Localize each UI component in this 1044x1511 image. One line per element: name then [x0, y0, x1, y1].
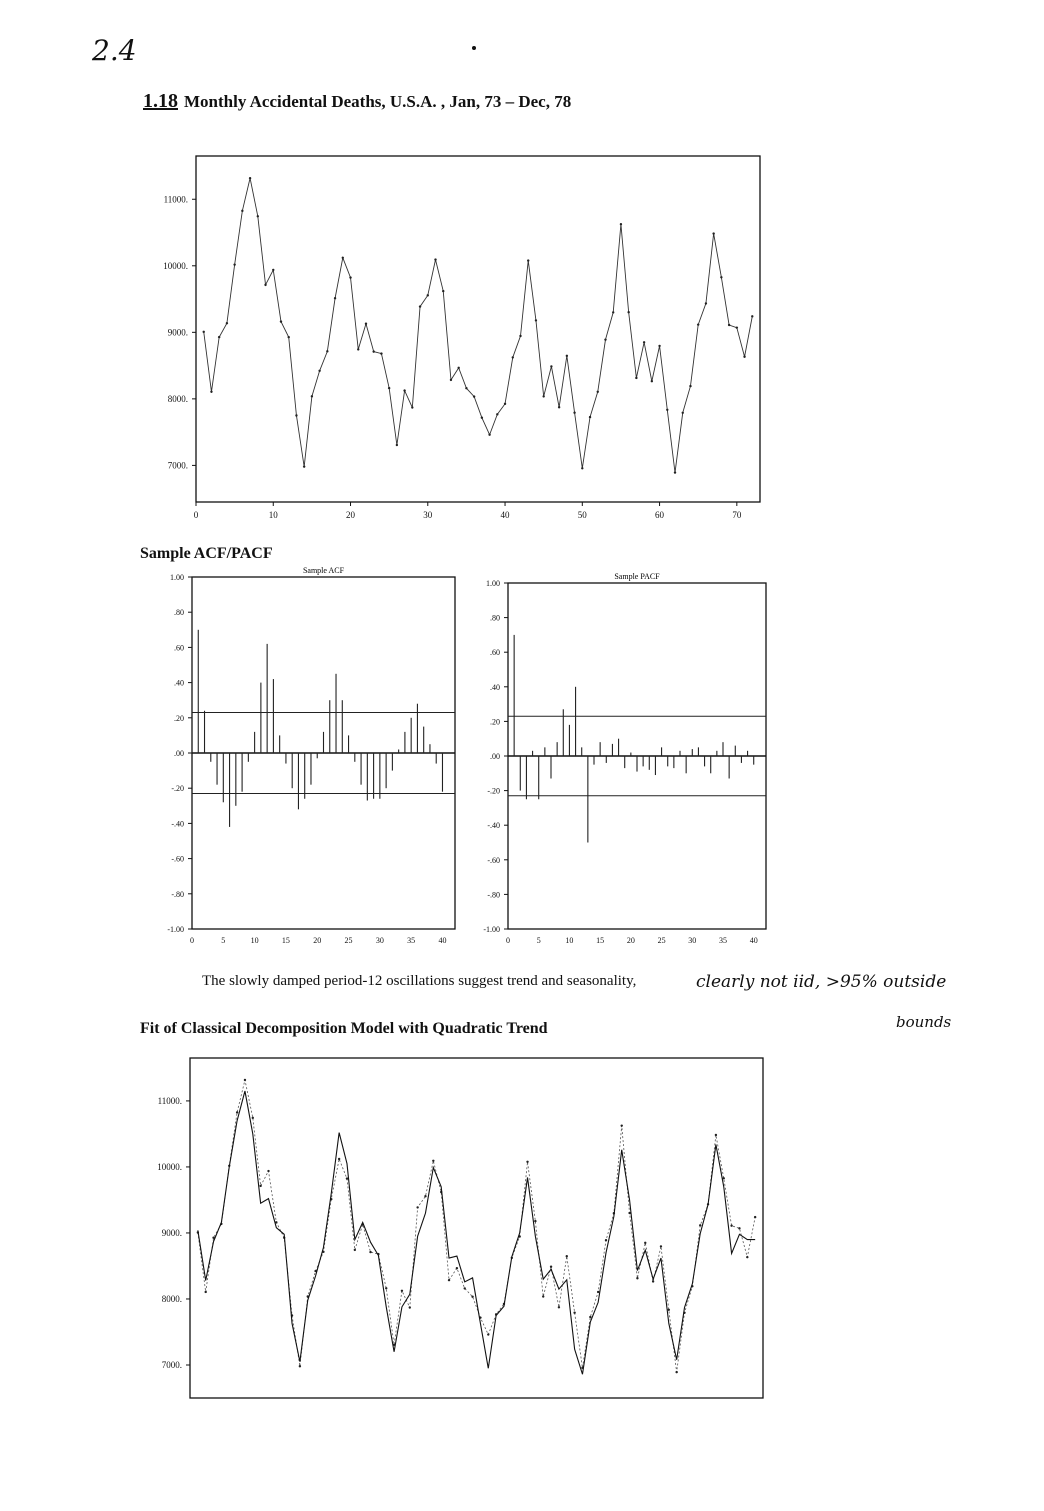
data-point — [699, 1224, 701, 1226]
data-point — [581, 467, 583, 469]
y-tick-label: 1.00 — [486, 579, 500, 588]
data-point — [464, 1287, 466, 1289]
data-point — [487, 1333, 489, 1335]
data-point — [651, 380, 653, 382]
data-point — [573, 412, 575, 414]
x-tick-label: 70 — [732, 510, 742, 520]
data-point — [280, 320, 282, 322]
data-point — [349, 276, 351, 278]
data-point — [416, 1206, 418, 1208]
pacf-chart — [470, 565, 780, 955]
acf-pacf-heading: Sample ACF/PACF — [140, 545, 273, 562]
decomposition-chart — [120, 1050, 780, 1410]
data-point — [288, 336, 290, 338]
y-tick-label: 10000. — [157, 1161, 182, 1172]
y-tick-label: .00 — [490, 752, 500, 761]
data-point — [465, 387, 467, 389]
data-point — [411, 406, 413, 408]
data-point — [380, 352, 382, 354]
x-tick-label: 30 — [423, 510, 433, 520]
data-point — [326, 350, 328, 352]
y-tick-label: -1.00 — [483, 925, 500, 934]
data-point — [210, 391, 212, 393]
x-tick-label: 20 — [313, 936, 322, 945]
data-point — [643, 341, 645, 343]
data-point — [338, 1158, 340, 1160]
data-point — [409, 1306, 411, 1308]
data-point — [751, 315, 753, 317]
y-tick-label: .40 — [174, 678, 184, 688]
data-point — [241, 210, 243, 212]
x-tick-label: 35 — [719, 936, 727, 945]
data-point — [534, 1220, 536, 1222]
data-point — [668, 1309, 670, 1311]
data-point — [203, 331, 205, 333]
data-point — [403, 389, 405, 391]
data-point — [267, 1170, 269, 1172]
data-point — [419, 305, 421, 307]
acf-chart — [150, 565, 470, 955]
data-point — [448, 1279, 450, 1281]
data-point — [236, 1111, 238, 1113]
x-tick-label: 40 — [749, 936, 758, 945]
data-point — [666, 409, 668, 411]
data-point — [272, 269, 274, 271]
data-point — [612, 311, 614, 313]
data-point — [527, 259, 529, 261]
y-tick-label: 9000. — [167, 327, 188, 338]
data-point — [627, 311, 629, 313]
data-point — [252, 1117, 254, 1119]
y-tick-label: 8000. — [167, 393, 188, 404]
y-tick-label: .20 — [490, 717, 500, 727]
data-point — [365, 323, 367, 325]
data-point — [715, 1134, 717, 1136]
data-point — [712, 232, 714, 234]
data-point — [388, 387, 390, 389]
data-point — [346, 1177, 348, 1179]
decomposition-heading: Fit of Classical Decomposition Model with Quadratic Trend — [140, 1020, 548, 1037]
data-point — [481, 416, 483, 418]
x-tick-label: 5 — [221, 936, 226, 945]
data-point — [720, 276, 722, 278]
data-point — [705, 302, 707, 304]
data-point — [730, 1224, 732, 1226]
data-point — [621, 1124, 623, 1126]
y-tick-label: .80 — [174, 608, 184, 618]
data-point — [496, 413, 498, 415]
data-point — [519, 335, 521, 337]
data-point — [311, 395, 313, 397]
caption-printed: The slowly damped period-12 oscillations suggest trend and seasonality, — [202, 973, 637, 989]
data-point — [456, 1267, 458, 1269]
data-point — [473, 395, 475, 397]
x-tick-label: 30 — [688, 936, 697, 945]
y-tick-label: 10000. — [163, 260, 188, 271]
data-point — [427, 294, 429, 296]
data-point — [233, 263, 235, 265]
x-tick-label: 30 — [375, 936, 384, 945]
figure-title-text: Monthly Accidental Deaths, U.S.A. , Jan, 73 – Dec, 78 — [184, 92, 572, 111]
data-point — [424, 1195, 426, 1197]
ink-dot — [472, 46, 476, 50]
y-tick-label: 7000. — [167, 460, 188, 471]
data-point — [644, 1242, 646, 1244]
y-tick-label: .40 — [490, 682, 500, 692]
data-point — [471, 1296, 473, 1298]
data-point — [550, 365, 552, 367]
y-tick-label: -.20 — [487, 786, 500, 796]
x-tick-label: 10 — [250, 936, 259, 945]
data-point — [589, 1316, 591, 1318]
y-tick-label: 11000. — [157, 1095, 182, 1106]
data-point — [566, 355, 568, 357]
caption-handwritten-bounds: bounds — [896, 1013, 952, 1031]
data-point — [369, 1251, 371, 1253]
data-point — [226, 322, 228, 324]
data-point — [558, 406, 560, 408]
data-point — [385, 1287, 387, 1289]
data-point — [682, 412, 684, 414]
y-tick-label: .00 — [174, 749, 184, 758]
y-tick-label: 9000. — [161, 1227, 182, 1238]
data-point — [675, 1371, 677, 1373]
data-point — [204, 1291, 206, 1293]
data-point — [566, 1255, 568, 1257]
data-point — [401, 1290, 403, 1292]
x-tick-label: 50 — [577, 510, 587, 520]
x-tick-label: 0 — [506, 936, 510, 945]
data-point — [342, 257, 344, 259]
x-tick-label: 35 — [407, 936, 416, 945]
data-point — [535, 319, 537, 321]
data-point — [434, 258, 436, 260]
x-tick-label: 60 — [655, 510, 665, 520]
chart-title: Sample ACF — [302, 566, 345, 575]
y-tick-label: -.60 — [171, 854, 184, 864]
data-point — [738, 1227, 740, 1229]
data-point — [488, 434, 490, 436]
y-tick-label: .80 — [490, 613, 500, 623]
data-point — [542, 395, 544, 397]
data-point — [264, 284, 266, 286]
data-point — [299, 1365, 301, 1367]
data-point — [674, 471, 676, 473]
x-tick-label: 40 — [438, 936, 447, 945]
y-tick-label: 7000. — [161, 1359, 182, 1370]
time-series-chart — [120, 140, 780, 525]
figure-title — [143, 90, 571, 113]
x-tick-label: 40 — [500, 510, 510, 520]
x-tick-label: 0 — [190, 936, 194, 945]
x-tick-label: 25 — [344, 936, 353, 945]
y-tick-label: .60 — [174, 643, 184, 653]
data-point — [442, 290, 444, 292]
data-point — [635, 377, 637, 379]
data-point — [542, 1295, 544, 1297]
series-line-deaths — [204, 178, 753, 472]
data-point — [636, 1277, 638, 1279]
page-number: 2.4 — [92, 34, 137, 67]
data-point — [558, 1306, 560, 1308]
data-point — [604, 338, 606, 340]
y-tick-label: .20 — [174, 713, 184, 723]
data-point — [357, 348, 359, 350]
x-tick-label: 25 — [657, 936, 666, 945]
data-point — [450, 379, 452, 381]
chart-title: Sample PACF — [614, 572, 660, 581]
data-point — [605, 1239, 607, 1241]
y-tick-label: 1.00 — [170, 573, 184, 582]
data-point — [728, 324, 730, 326]
data-point — [597, 391, 599, 393]
data-point — [334, 297, 336, 299]
x-tick-label: 15 — [281, 936, 290, 945]
plot-frame — [196, 156, 760, 502]
data-point — [754, 1216, 756, 1218]
data-point — [658, 345, 660, 347]
data-point — [743, 356, 745, 358]
data-point — [689, 385, 691, 387]
y-tick-label: -1.00 — [167, 925, 184, 934]
data-point — [504, 403, 506, 405]
data-point — [318, 370, 320, 372]
y-tick-label: .60 — [490, 648, 500, 658]
data-point — [257, 215, 259, 217]
x-tick-label: 0 — [193, 510, 199, 520]
data-point — [295, 414, 297, 416]
y-tick-label: 11000. — [163, 194, 188, 205]
data-point — [218, 336, 220, 338]
x-tick-label: 10 — [268, 510, 278, 520]
data-point — [723, 1177, 725, 1179]
figure-number: 1.18 — [143, 90, 178, 112]
y-tick-label: -.80 — [487, 890, 500, 900]
data-point — [697, 323, 699, 325]
data-point — [746, 1256, 748, 1258]
series-line-observed — [198, 1080, 755, 1372]
data-point — [589, 416, 591, 418]
data-point — [396, 444, 398, 446]
y-tick-label: -.60 — [487, 855, 500, 865]
data-point — [526, 1161, 528, 1163]
data-point — [660, 1245, 662, 1247]
y-tick-label: -.40 — [171, 819, 184, 829]
data-point — [597, 1291, 599, 1293]
data-point — [249, 177, 251, 179]
y-tick-label: 8000. — [161, 1293, 182, 1304]
data-point — [354, 1249, 356, 1251]
data-point — [259, 1185, 261, 1187]
y-tick-label: -.40 — [487, 821, 500, 831]
x-tick-label: 10 — [565, 936, 574, 945]
y-tick-label: -.80 — [171, 889, 184, 899]
data-point — [573, 1312, 575, 1314]
data-point — [550, 1266, 552, 1268]
data-point — [303, 465, 305, 467]
caption-handwritten: clearly not iid, >95% outside — [696, 972, 947, 992]
data-point — [736, 326, 738, 328]
data-point — [457, 367, 459, 369]
data-point — [620, 223, 622, 225]
y-tick-label: -.20 — [171, 784, 184, 794]
x-tick-label: 15 — [596, 936, 605, 945]
data-point — [372, 350, 374, 352]
x-tick-label: 20 — [626, 936, 635, 945]
x-tick-label: 5 — [536, 936, 541, 945]
data-point — [244, 1079, 246, 1081]
data-point — [432, 1160, 434, 1162]
data-point — [512, 356, 514, 358]
x-tick-label: 20 — [346, 510, 356, 520]
